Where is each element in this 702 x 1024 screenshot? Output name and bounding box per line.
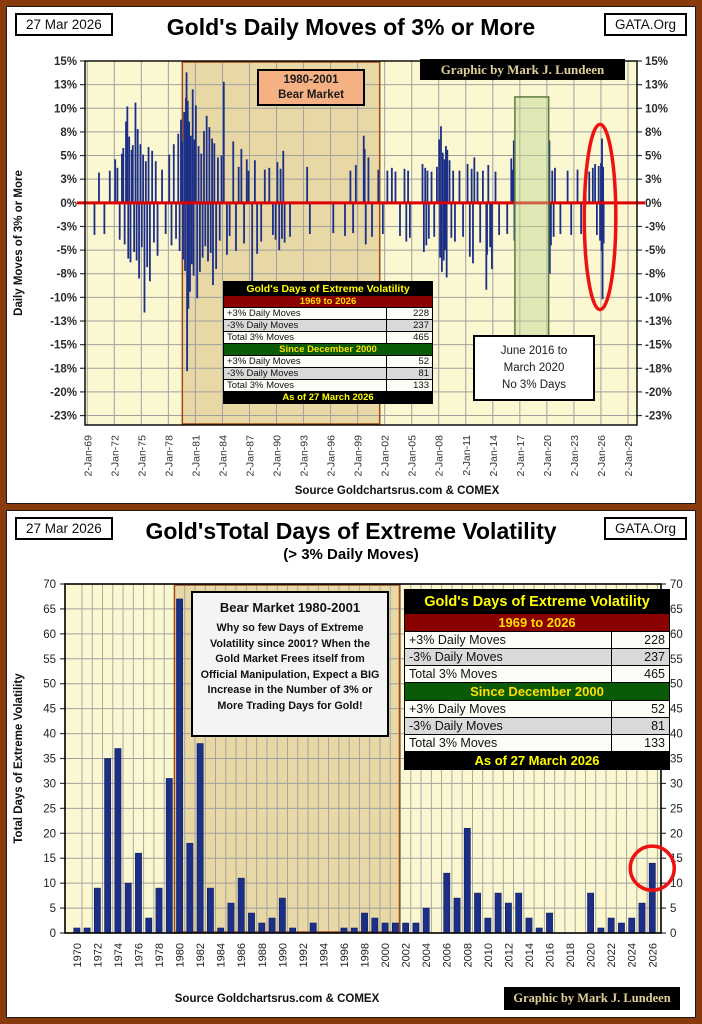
bear-note-body: Why so few Days of Extreme Volatility since 2001? When the Gold Market Frees itself from Official Manipulation, Expect a BIG Increase in the Number of 3% or More Trading Days for Gold! xyxy=(200,622,380,712)
svg-text:2012: 2012 xyxy=(503,943,516,968)
svg-text:1984: 1984 xyxy=(215,943,228,968)
table-row: +3% Daily Moves xyxy=(224,356,387,368)
vol-table-range1: 1969 to 2026 xyxy=(224,296,433,308)
svg-text:25: 25 xyxy=(670,803,683,816)
svg-text:2-Jan-99: 2-Jan-99 xyxy=(352,435,365,477)
svg-text:65: 65 xyxy=(43,603,56,616)
svg-text:2-Jan-87: 2-Jan-87 xyxy=(244,435,257,477)
svg-text:10: 10 xyxy=(670,878,683,891)
vol-table-title: Gold's Days of Extreme Volatility xyxy=(405,590,670,614)
bear-label-line1: 1980-2001 xyxy=(283,74,339,86)
volatility-table-small: Gold's Days of Extreme Volatility 1969 to 2026 +3% Daily Moves 228 -3% Daily Moves 237 Total 3% Moves 465 Since December 2000 +3% Daily Moves 52 -3% Daily Moves 81 Total 3% Moves 133 As of 27 March 2026 xyxy=(223,281,433,404)
svg-text:20: 20 xyxy=(43,828,56,841)
svg-text:2-Jan-72: 2-Jan-72 xyxy=(109,435,122,477)
svg-text:70: 70 xyxy=(670,579,683,591)
svg-text:2008: 2008 xyxy=(462,943,475,968)
svg-text:-20%: -20% xyxy=(645,386,672,399)
svg-text:2010: 2010 xyxy=(482,943,495,968)
top-chart-title: Gold's Daily Moves of 3% or More xyxy=(166,14,536,40)
bottom-gata-box: GATA.Org xyxy=(604,517,687,540)
svg-text:1970: 1970 xyxy=(71,943,84,968)
bottom-chart-subtitle: (> 3% Daily Moves) xyxy=(283,546,419,563)
svg-text:-13%: -13% xyxy=(645,316,672,328)
svg-text:-13%: -13% xyxy=(50,316,77,328)
svg-text:2-Jan-26: 2-Jan-26 xyxy=(595,435,608,477)
svg-text:0%: 0% xyxy=(645,197,662,210)
svg-text:55: 55 xyxy=(43,653,56,666)
june-2016-note xyxy=(473,335,595,401)
svg-text:2-Jan-93: 2-Jan-93 xyxy=(298,435,311,477)
svg-text:2-Jan-23: 2-Jan-23 xyxy=(568,435,581,477)
svg-text:15: 15 xyxy=(43,853,56,866)
svg-text:Total Days of Extreme Volatili: Total Days of Extreme Volatility xyxy=(13,673,25,844)
svg-text:-3%: -3% xyxy=(645,221,666,234)
svg-text:40: 40 xyxy=(43,728,56,741)
svg-text:1982: 1982 xyxy=(195,943,208,968)
svg-text:-5%: -5% xyxy=(56,245,77,258)
svg-text:15%: 15% xyxy=(53,56,77,68)
svg-text:1998: 1998 xyxy=(359,943,372,968)
june-note-line1: June 2016 to xyxy=(500,345,568,357)
bottom-date-box: 27 Mar 2026 xyxy=(15,517,113,540)
svg-text:-10%: -10% xyxy=(645,292,672,305)
svg-text:1972: 1972 xyxy=(92,943,105,968)
svg-text:2002: 2002 xyxy=(400,943,413,968)
svg-text:1978: 1978 xyxy=(154,943,167,968)
bottom-source-line: Source Goldchartsrus.com & COMEX xyxy=(174,993,380,1005)
svg-text:15%: 15% xyxy=(645,56,669,68)
svg-text:-15%: -15% xyxy=(50,339,77,352)
table-row: Total 3% Moves xyxy=(224,332,387,344)
svg-text:3%: 3% xyxy=(645,174,662,187)
svg-text:1990: 1990 xyxy=(277,943,290,968)
svg-text:2022: 2022 xyxy=(606,943,619,968)
svg-text:2-Jan-02: 2-Jan-02 xyxy=(379,435,392,477)
vol-table-range1: 1969 to 2026 xyxy=(405,614,670,632)
svg-text:2006: 2006 xyxy=(441,943,454,968)
svg-text:2-Jan-11: 2-Jan-11 xyxy=(460,435,473,476)
svg-text:2-Jan-96: 2-Jan-96 xyxy=(325,435,338,477)
svg-text:13%: 13% xyxy=(645,79,669,92)
svg-text:-20%: -20% xyxy=(50,386,77,399)
table-row: -3% Daily Moves xyxy=(405,718,612,735)
svg-text:2-Jan-14: 2-Jan-14 xyxy=(487,435,500,477)
svg-text:2024: 2024 xyxy=(626,943,639,968)
vol-table-footer: As of 27 March 2026 xyxy=(405,752,670,770)
svg-text:60: 60 xyxy=(670,628,683,641)
table-row: Total 3% Moves xyxy=(224,380,387,392)
vol-table-footer: As of 27 March 2026 xyxy=(224,392,433,404)
svg-text:8%: 8% xyxy=(645,126,662,139)
svg-text:65: 65 xyxy=(670,603,683,616)
table-row: Total 3% Moves xyxy=(405,666,612,683)
svg-text:30: 30 xyxy=(670,778,683,791)
svg-text:0: 0 xyxy=(49,928,56,940)
svg-text:2026: 2026 xyxy=(647,943,660,968)
svg-text:1976: 1976 xyxy=(133,943,146,968)
svg-text:0: 0 xyxy=(670,928,677,940)
svg-text:2014: 2014 xyxy=(523,943,536,968)
svg-text:1974: 1974 xyxy=(112,943,125,968)
svg-text:-10%: -10% xyxy=(50,292,77,305)
bottom-credit-box: Graphic by Mark J. Lundeen xyxy=(504,987,680,1010)
svg-text:35: 35 xyxy=(670,753,683,766)
svg-text:2-Jan-90: 2-Jan-90 xyxy=(271,435,284,477)
table-row: +3% Daily Moves xyxy=(224,308,387,320)
bear-label-line2: Bear Market xyxy=(278,89,344,101)
svg-text:60: 60 xyxy=(43,628,56,641)
svg-text:1986: 1986 xyxy=(236,943,249,968)
svg-text:55: 55 xyxy=(670,653,683,666)
svg-text:-23%: -23% xyxy=(645,410,672,423)
bottom-panel xyxy=(6,510,696,1018)
svg-text:5: 5 xyxy=(49,903,56,916)
svg-text:-5%: -5% xyxy=(645,245,666,258)
svg-text:40: 40 xyxy=(670,728,683,741)
svg-text:2-Jan-75: 2-Jan-75 xyxy=(136,435,149,477)
svg-text:2-Jan-78: 2-Jan-78 xyxy=(163,435,176,477)
svg-text:10: 10 xyxy=(43,878,56,891)
bear-market-label xyxy=(257,69,365,106)
table-row: Total 3% Moves xyxy=(405,735,612,752)
svg-text:2-Jan-84: 2-Jan-84 xyxy=(217,435,230,477)
svg-text:2-Jan-29: 2-Jan-29 xyxy=(622,435,635,477)
svg-text:2-Jan-81: 2-Jan-81 xyxy=(190,435,203,477)
volatility-table-large: Gold's Days of Extreme Volatility 1969 to 2026 +3% Daily Moves 228 -3% Daily Moves 237 Total 3% Moves 465 Since December 2000 +3% Daily Moves 52 -3% Daily Moves 81 Total 3% Moves 133 As of 27 March 2026 xyxy=(404,589,670,770)
table-row: -3% Daily Moves xyxy=(224,368,387,380)
svg-text:-18%: -18% xyxy=(645,363,672,376)
svg-text:5%: 5% xyxy=(60,150,77,163)
svg-text:3%: 3% xyxy=(60,174,77,187)
table-row: +3% Daily Moves xyxy=(405,632,612,649)
svg-text:2020: 2020 xyxy=(585,943,598,968)
svg-text:5: 5 xyxy=(670,903,677,916)
june-note-line3: No 3% Days xyxy=(502,379,566,391)
bear-note-title: Bear Market 1980-2001 xyxy=(219,600,361,615)
svg-text:50: 50 xyxy=(43,678,56,691)
vol-table-title: Gold's Days of Extreme Volatility xyxy=(224,282,433,296)
svg-text:8%: 8% xyxy=(60,126,77,139)
vol-table-range2: Since December 2000 xyxy=(224,344,433,356)
svg-text:2-Jan-08: 2-Jan-08 xyxy=(433,435,446,477)
svg-text:0%: 0% xyxy=(60,197,77,210)
svg-text:45: 45 xyxy=(43,703,56,716)
svg-text:-18%: -18% xyxy=(50,363,77,376)
svg-text:2-Jan-17: 2-Jan-17 xyxy=(514,435,527,477)
svg-text:2-Jan-69: 2-Jan-69 xyxy=(82,435,95,477)
svg-text:50: 50 xyxy=(670,678,683,691)
svg-text:70: 70 xyxy=(43,579,56,591)
table-row: -3% Daily Moves xyxy=(224,320,387,332)
svg-text:1994: 1994 xyxy=(318,943,331,968)
svg-text:45: 45 xyxy=(670,703,683,716)
table-row: -3% Daily Moves xyxy=(405,649,612,666)
svg-text:10%: 10% xyxy=(53,103,77,116)
svg-text:-8%: -8% xyxy=(645,268,666,281)
svg-text:30: 30 xyxy=(43,778,56,791)
svg-text:2018: 2018 xyxy=(565,943,578,968)
svg-text:35: 35 xyxy=(43,753,56,766)
svg-text:20: 20 xyxy=(670,828,683,841)
top-panel xyxy=(6,6,696,504)
table-row: +3% Daily Moves xyxy=(405,701,612,718)
top-credit-box: Graphic by Mark J. Lundeen xyxy=(420,59,625,80)
svg-text:Daily Moves of 3% or More: Daily Moves of 3% or More xyxy=(13,170,25,316)
svg-text:1996: 1996 xyxy=(338,943,351,968)
top-date-box: 27 Mar 2026 xyxy=(15,13,113,36)
svg-text:1988: 1988 xyxy=(256,943,269,968)
top-gata-box: GATA.Org xyxy=(604,13,687,36)
svg-text:1992: 1992 xyxy=(297,943,310,968)
svg-text:-23%: -23% xyxy=(50,410,77,423)
svg-text:25: 25 xyxy=(43,803,56,816)
june-note-line2: March 2020 xyxy=(503,362,565,374)
svg-text:13%: 13% xyxy=(53,79,77,92)
svg-text:2000: 2000 xyxy=(380,943,393,968)
svg-text:2016: 2016 xyxy=(544,943,557,968)
bottom-chart-title: Gold'sTotal Days of Extreme Volatility xyxy=(145,518,557,544)
bear-market-note xyxy=(191,591,389,737)
vol-table-range2: Since December 2000 xyxy=(405,683,670,701)
svg-text:1980: 1980 xyxy=(174,943,187,968)
svg-text:2-Jan-05: 2-Jan-05 xyxy=(406,435,419,477)
svg-text:-8%: -8% xyxy=(56,268,77,281)
svg-text:2004: 2004 xyxy=(421,943,434,968)
svg-text:-3%: -3% xyxy=(56,221,77,234)
svg-text:5%: 5% xyxy=(645,150,662,163)
svg-text:10%: 10% xyxy=(645,103,669,116)
svg-text:-15%: -15% xyxy=(645,339,672,352)
svg-text:15: 15 xyxy=(670,853,683,866)
svg-text:2-Jan-20: 2-Jan-20 xyxy=(541,435,554,477)
top-source-line: Source Goldchartsrus.com & COMEX xyxy=(294,485,500,497)
